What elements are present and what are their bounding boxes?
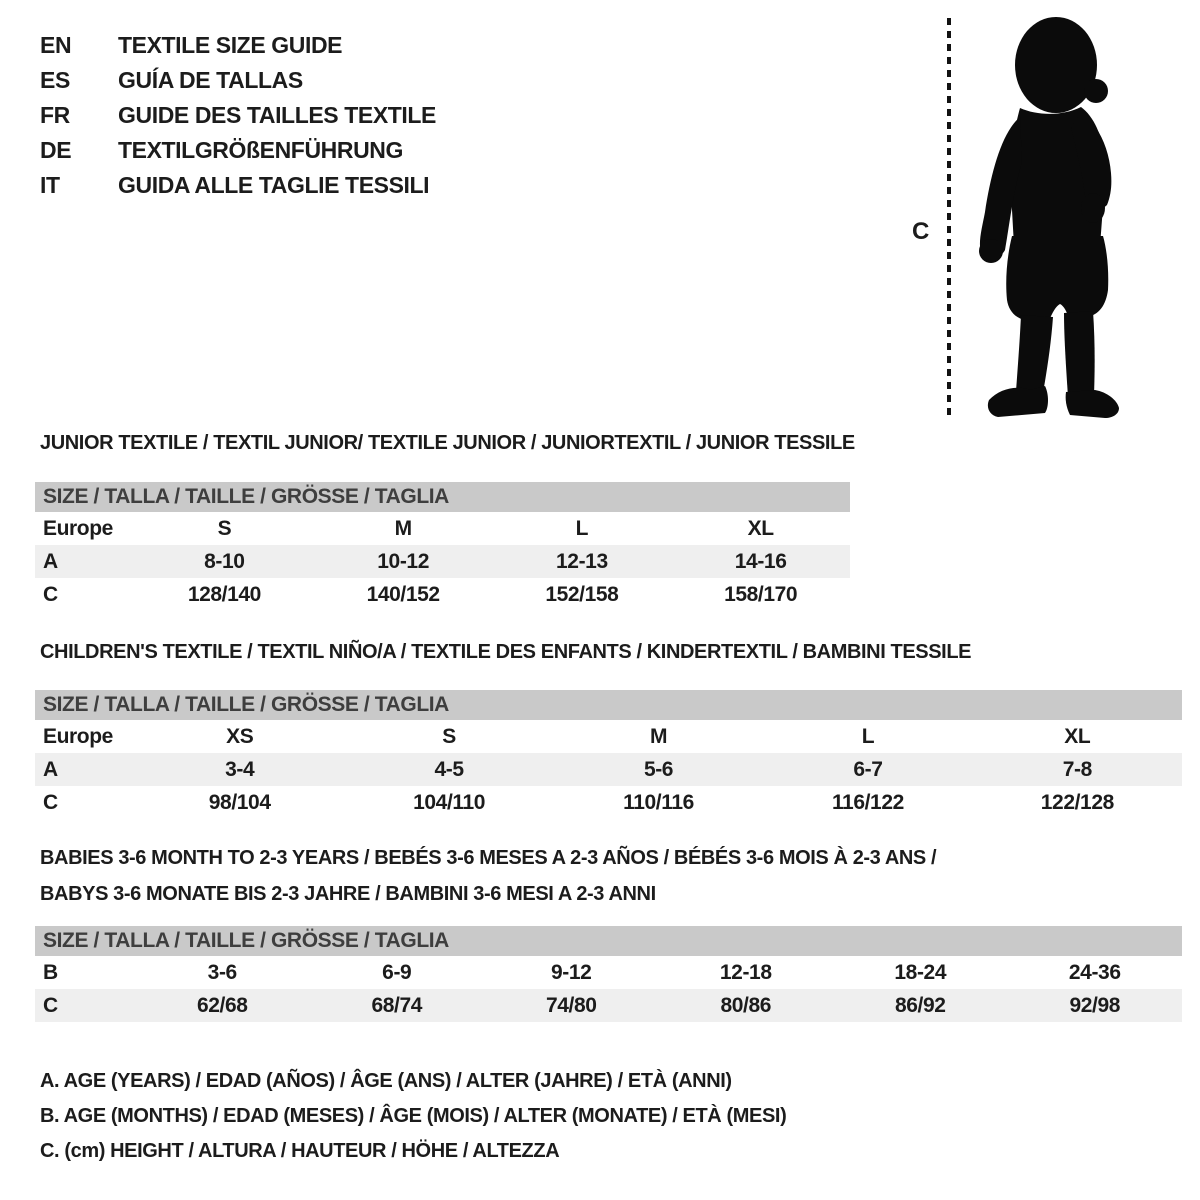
age-cell: 7-8 bbox=[1062, 757, 1092, 781]
size-cell: L bbox=[861, 724, 875, 748]
language-row-es bbox=[40, 63, 436, 98]
size-cell: M bbox=[394, 516, 412, 540]
table-row-europe bbox=[35, 720, 1182, 753]
language-title: GUIDA ALLE TAGLIE TESSILI bbox=[118, 172, 430, 198]
size-header-bar: SIZE / TALLA / TAILLE / GRÖSSE / TAGLIA bbox=[35, 482, 850, 512]
height-cell: 140/152 bbox=[366, 582, 440, 606]
language-title: TEXTILGRÖßENFÜHRUNG bbox=[118, 137, 403, 163]
legend bbox=[40, 1064, 786, 1169]
language-list bbox=[40, 28, 436, 203]
size-cell: XS bbox=[226, 724, 254, 748]
language-title: GUIDE DES TAILLES TEXTILE bbox=[118, 102, 436, 128]
row-label: Europe bbox=[43, 724, 113, 748]
language-title: GUÍA DE TALLAS bbox=[118, 67, 303, 93]
height-cell: 116/122 bbox=[831, 790, 904, 814]
height-cell: 158/170 bbox=[724, 582, 798, 606]
table-row-height bbox=[35, 989, 1182, 1022]
age-cell: 6-7 bbox=[853, 757, 883, 781]
size-cell: XL bbox=[1064, 724, 1091, 748]
language-code: DE bbox=[40, 137, 72, 163]
language-code: IT bbox=[40, 172, 60, 198]
age-cell: 18-24 bbox=[894, 960, 947, 984]
age-cell: 3-6 bbox=[207, 960, 237, 984]
age-cell: 4-5 bbox=[434, 757, 464, 781]
height-cell: 98/104 bbox=[208, 790, 271, 814]
legend-line-b: B. AGE (MONTHS) / EDAD (MESES) / ÂGE (MOIS) / ALTER (MONATE) / ETÀ (MESI) bbox=[40, 1105, 787, 1127]
age-cell: 8-10 bbox=[204, 549, 245, 573]
height-cell: 152/158 bbox=[545, 582, 619, 606]
height-cell: 104/110 bbox=[413, 790, 486, 814]
height-cell: 62/68 bbox=[196, 993, 248, 1017]
size-cell: S bbox=[442, 724, 456, 748]
size-cell: XL bbox=[747, 516, 774, 540]
table-row-age bbox=[35, 545, 850, 578]
language-code: EN bbox=[40, 32, 72, 58]
age-cell: 24-36 bbox=[1068, 960, 1121, 984]
row-label: C bbox=[43, 993, 58, 1017]
toddler-silhouette bbox=[960, 14, 1142, 420]
age-cell: 6-9 bbox=[382, 960, 412, 984]
table-row-height bbox=[35, 578, 850, 611]
row-label: A bbox=[43, 549, 58, 573]
height-measure-label: C bbox=[912, 218, 929, 245]
table-row-age-months bbox=[35, 956, 1182, 989]
height-cell: 92/98 bbox=[1069, 993, 1121, 1017]
row-label: B bbox=[43, 960, 58, 984]
table-row-age bbox=[35, 753, 1182, 786]
age-cell: 5-6 bbox=[643, 757, 674, 781]
language-code: ES bbox=[40, 67, 70, 93]
language-row-de bbox=[40, 133, 436, 168]
legend-line-a: A. AGE (YEARS) / EDAD (AÑOS) / ÂGE (ANS) / ALTER (JAHRE) / ETÀ (ANNI) bbox=[40, 1070, 732, 1092]
height-cell: 74/80 bbox=[545, 993, 597, 1017]
height-cell: 128/140 bbox=[187, 582, 261, 606]
junior-section-heading: JUNIOR TEXTILE / TEXTIL JUNIOR/ TEXTILE JUNIOR / JUNIORTEXTIL / JUNIOR TESSILE bbox=[40, 432, 855, 454]
row-label: C bbox=[43, 582, 58, 606]
height-cell: 110/116 bbox=[623, 790, 694, 814]
age-cell: 12-13 bbox=[556, 549, 608, 573]
children-size-table bbox=[35, 690, 1182, 819]
size-header-bar: SIZE / TALLA / TAILLE / GRÖSSE / TAGLIA bbox=[35, 690, 1182, 720]
row-label: Europe bbox=[43, 516, 113, 540]
table-row-europe bbox=[35, 512, 850, 545]
size-cell: L bbox=[575, 516, 589, 540]
age-cell: 9-12 bbox=[551, 960, 592, 984]
age-cell: 3-4 bbox=[225, 757, 255, 781]
language-row-en bbox=[40, 28, 436, 63]
height-measure-dashed-line bbox=[947, 18, 951, 416]
babies-section-heading-line2: BABYS 3-6 MONATE BIS 2-3 JAHRE / BAMBINI 3-6 MESI A 2-3 ANNI bbox=[40, 883, 656, 905]
babies-size-table bbox=[35, 926, 1182, 1022]
babies-section-heading-line1: BABIES 3-6 MONTH TO 2-3 YEARS / BEBÉS 3-6 MESES A 2-3 AÑOS / BÉBÉS 3-6 MOIS À 2-3 ANS / bbox=[40, 847, 937, 869]
legend-line-c: C. (cm) HEIGHT / ALTURA / HAUTEUR / HÖHE / ALTEZZA bbox=[40, 1140, 560, 1162]
size-cell: M bbox=[649, 724, 668, 748]
junior-size-table bbox=[35, 482, 850, 611]
row-label: A bbox=[43, 757, 58, 781]
size-cell: S bbox=[217, 516, 232, 540]
height-cell: 122/128 bbox=[1040, 790, 1114, 814]
language-row-fr bbox=[40, 98, 436, 133]
height-cell: 68/74 bbox=[371, 993, 423, 1017]
children-section-heading: CHILDREN'S TEXTILE / TEXTIL NIÑO/A / TEXTILE DES ENFANTS / KINDERTEXTIL / BAMBINI TESSILE bbox=[40, 641, 972, 663]
height-cell: 80/86 bbox=[720, 993, 772, 1017]
age-cell: 10-12 bbox=[377, 549, 429, 573]
age-cell: 14-16 bbox=[734, 549, 787, 573]
language-title: TEXTILE SIZE GUIDE bbox=[118, 32, 343, 58]
size-header-bar: SIZE / TALLA / TAILLE / GRÖSSE / TAGLIA bbox=[35, 926, 1182, 956]
language-row-it bbox=[40, 168, 436, 203]
table-row-height bbox=[35, 786, 1182, 819]
age-cell: 12-18 bbox=[719, 960, 772, 984]
row-label: C bbox=[43, 790, 58, 814]
language-code: FR bbox=[40, 102, 70, 128]
height-cell: 86/92 bbox=[894, 993, 946, 1017]
